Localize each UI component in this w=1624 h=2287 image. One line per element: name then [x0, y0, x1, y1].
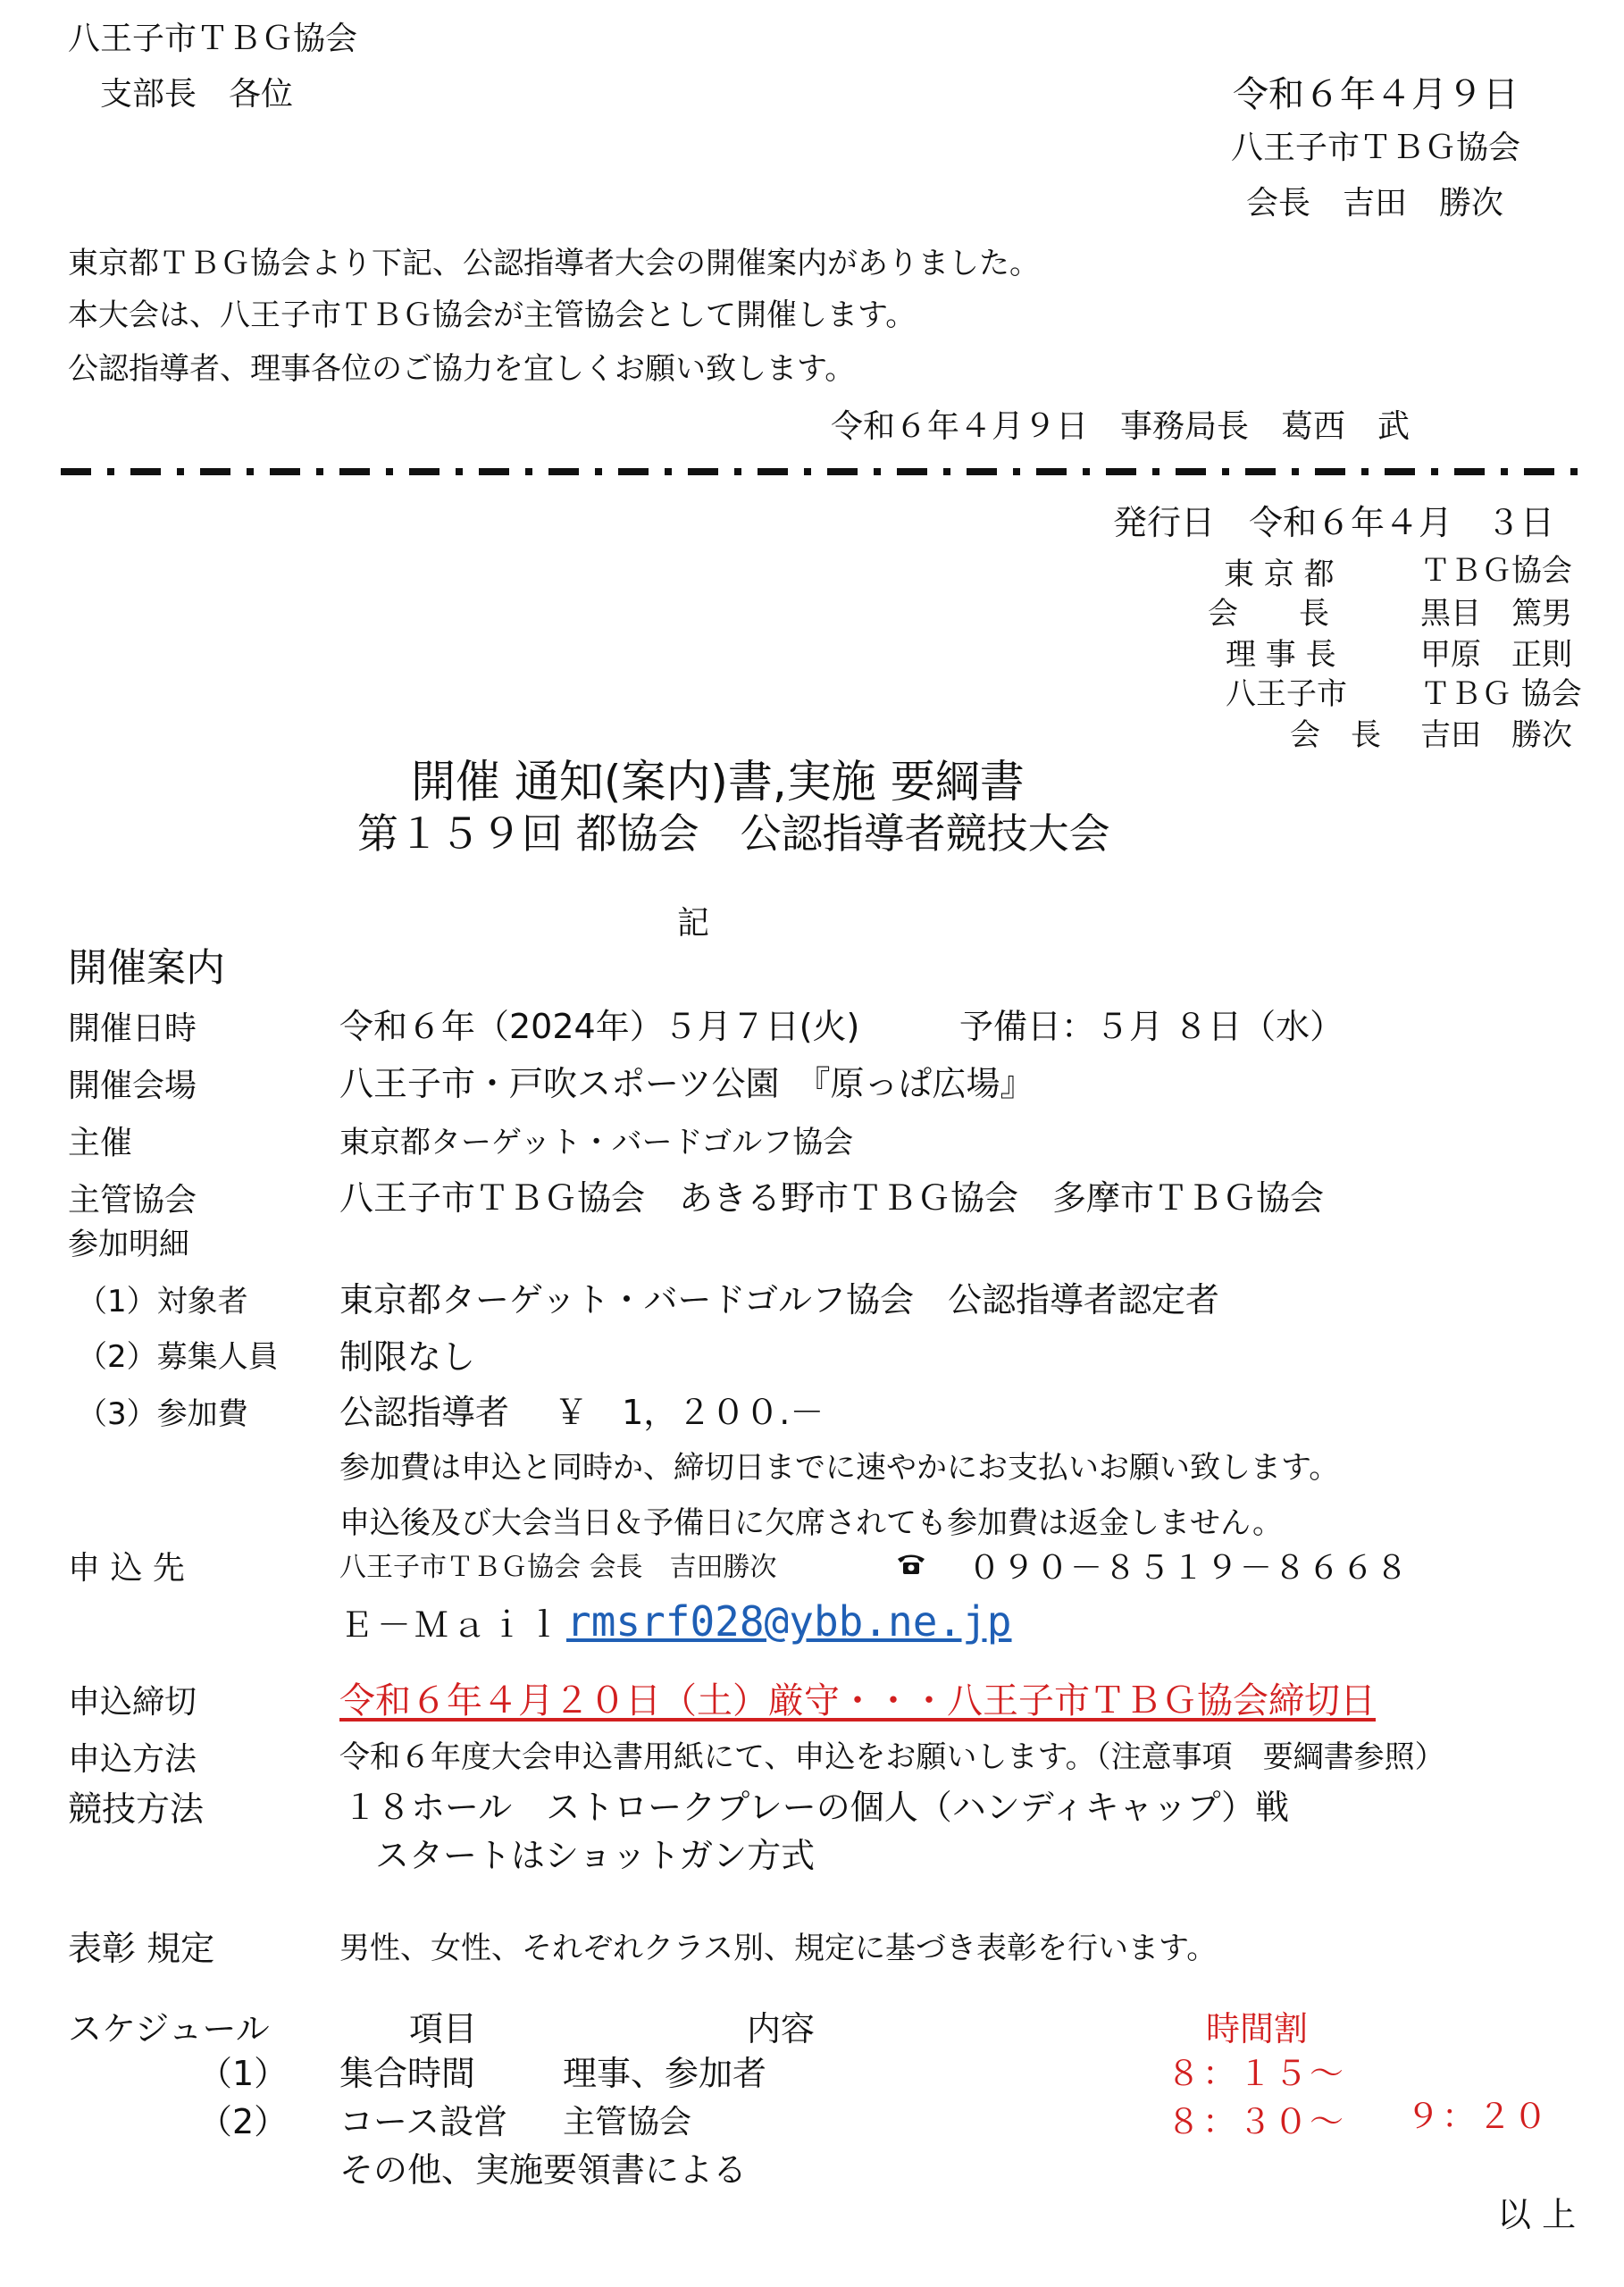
- venue-label: 開催会場: [68, 1068, 197, 1104]
- schedule-row-time-2: ８：３０～: [1167, 2102, 1346, 2141]
- date-label: 開催日時: [68, 1010, 197, 1047]
- memo-body-line-1: 東京都ＴＢＧ協会より下記、公認指導者大会の開催案内がありました。: [68, 246, 1040, 281]
- title-line-2: 第１５９回 都協会 公認指導者競技大会: [357, 809, 1110, 858]
- capacity-value: 制限なし: [339, 1337, 476, 1377]
- host-value: 東京都ターゲット・バードゴルフ協会: [339, 1125, 854, 1160]
- fee-label: （3）参加費: [77, 1396, 248, 1432]
- memo-body-line-2: 本大会は、八王子市ＴＢＧ協会が主管協会として開催します。: [68, 297, 917, 333]
- memo-from-org: 八王子市ＴＢＧ協会: [1231, 130, 1521, 166]
- cut-line-divider: [61, 468, 1579, 475]
- target-label: （1）対象者: [77, 1284, 248, 1319]
- title-line-1: 開催 通知(案内)書,実施 要綱書: [411, 756, 1025, 808]
- deadline-value: 令和６年４月２０日（土）厳守・・・八王子市ＴＢＧ協会締切日: [339, 1680, 1376, 1722]
- schedule-row-item-2: コース設営: [339, 2102, 508, 2141]
- issuer-role-2: 会 長: [1208, 596, 1329, 632]
- game-label: 競技方法: [68, 1789, 205, 1829]
- schedule-other: その他、実施要領書による: [339, 2150, 748, 2190]
- memo-to-org: 八王子市ＴＢＧ協会: [68, 21, 358, 57]
- email-link[interactable]: rmsrf028@ybb.ne.jp: [566, 1597, 1012, 1646]
- section-heading: 開催案内: [68, 945, 225, 991]
- issuer-role-5: 会 長: [1290, 717, 1381, 753]
- issuer-name-5: 吉田 勝次: [1420, 717, 1572, 753]
- apply-org: 八王子市ＴＢＧ協会 会長 吉田勝次: [339, 1552, 777, 1583]
- schedule-col-item: 項目: [409, 2009, 478, 2048]
- schedule-row-end-2: ９：２０: [1406, 2097, 1550, 2136]
- issuer-role-4: 八王子市: [1226, 676, 1347, 712]
- schedule-row-item-1: 集合時間: [339, 2054, 476, 2093]
- game-value-2: スタートはショットガン方式: [375, 1836, 816, 1875]
- schedule-row-content-2: 主管協会: [563, 2104, 692, 2140]
- fee-note-1: 参加費は申込と同時か、締切日までに速やかにお支払いお願い致します。: [339, 1450, 1340, 1486]
- issuer-name-3: 甲原 正則: [1420, 637, 1572, 673]
- schedule-col-content: 内容: [747, 2009, 816, 2048]
- memo-body-line-3: 公認指導者、理事各位のご協力を宜しくお願い致します。: [68, 351, 856, 387]
- fee-note-2: 申込後及び大会当日＆予備日に欠席されても参加費は返金しません。: [339, 1505, 1284, 1541]
- capacity-label: （2）募集人員: [77, 1339, 279, 1375]
- schedule-row-no-1: （1）: [198, 2054, 289, 2093]
- award-label: 表彰 規定: [68, 1929, 215, 1968]
- ijou-closing: 以 上: [1497, 2195, 1577, 2234]
- details-label: 参加明細: [68, 1227, 189, 1262]
- organizer-value: 八王子市ＴＢＧ協会 あきる野市ＴＢＧ協会 多摩市ＴＢＧ協会: [339, 1178, 1325, 1218]
- method-value: 令和６年度大会申込書用紙にて、申込をお願いします。（注意事項 要綱書参照）: [339, 1739, 1445, 1775]
- venue-value: 八王子市・戸吹スポーツ公園 『原っぱ広場』: [339, 1064, 1034, 1103]
- deadline-label: 申込締切: [68, 1684, 197, 1721]
- telephone-icon: [895, 1551, 927, 1580]
- issuer-role-3: 理 事 長: [1226, 637, 1336, 673]
- issuer-name-1: ＴＢＧ協会: [1420, 553, 1572, 589]
- host-label: 主催: [68, 1125, 133, 1161]
- schedule-row-content-1: 理事、参加者: [563, 2054, 767, 2093]
- apply-label: 申 込 先: [68, 1550, 185, 1587]
- schedule-row-time-1: ８：１５～: [1167, 2054, 1346, 2093]
- memo-to-person: 支部長 各位: [100, 76, 294, 113]
- schedule-label: スケジュール: [68, 2009, 270, 2048]
- target-value: 東京都ターゲット・バードゴルフ協会 公認指導者認定者: [339, 1280, 1219, 1319]
- issue-date: 発行日 令和６年４月 ３日: [1113, 503, 1555, 542]
- issuer-role-1: 東 京 都: [1224, 557, 1335, 592]
- ki-mark: 記: [677, 905, 710, 942]
- organizer-label: 主管協会: [68, 1182, 197, 1219]
- memo-sign: 令和６年４月９日 事務局長 葛西 武: [831, 408, 1411, 445]
- award-value: 男性、女性、それぞれクラス別、規定に基づき表彰を行います。: [339, 1931, 1218, 1966]
- game-value-1: １８ホール ストロークプレーの個人（ハンディキャップ）戦: [343, 1788, 1290, 1827]
- method-label: 申込方法: [68, 1741, 197, 1778]
- phone-number: ０９０－８５１９－８６６８: [968, 1550, 1411, 1587]
- email-label: Ｅ－Ｍａｉｌ: [339, 1605, 565, 1645]
- schedule-col-time: 時間割: [1206, 2009, 1309, 2048]
- issuer-name-4: ＴＢＧ 協会: [1420, 676, 1582, 712]
- date-value: 令和６年（2024年）５月７日(火): [339, 1007, 860, 1046]
- issuer-name-2: 黒目 篤男: [1420, 596, 1572, 632]
- reserve-date: 予備日：５月 ８日（水）: [959, 1007, 1344, 1046]
- memo-from-person: 会長 吉田 勝次: [1246, 185, 1504, 222]
- memo-date: 令和６年４月９日: [1233, 74, 1519, 115]
- fee-value: 公認指導者 ￥ 1，２００.－: [339, 1393, 825, 1432]
- schedule-row-no-2: （2）: [198, 2102, 289, 2141]
